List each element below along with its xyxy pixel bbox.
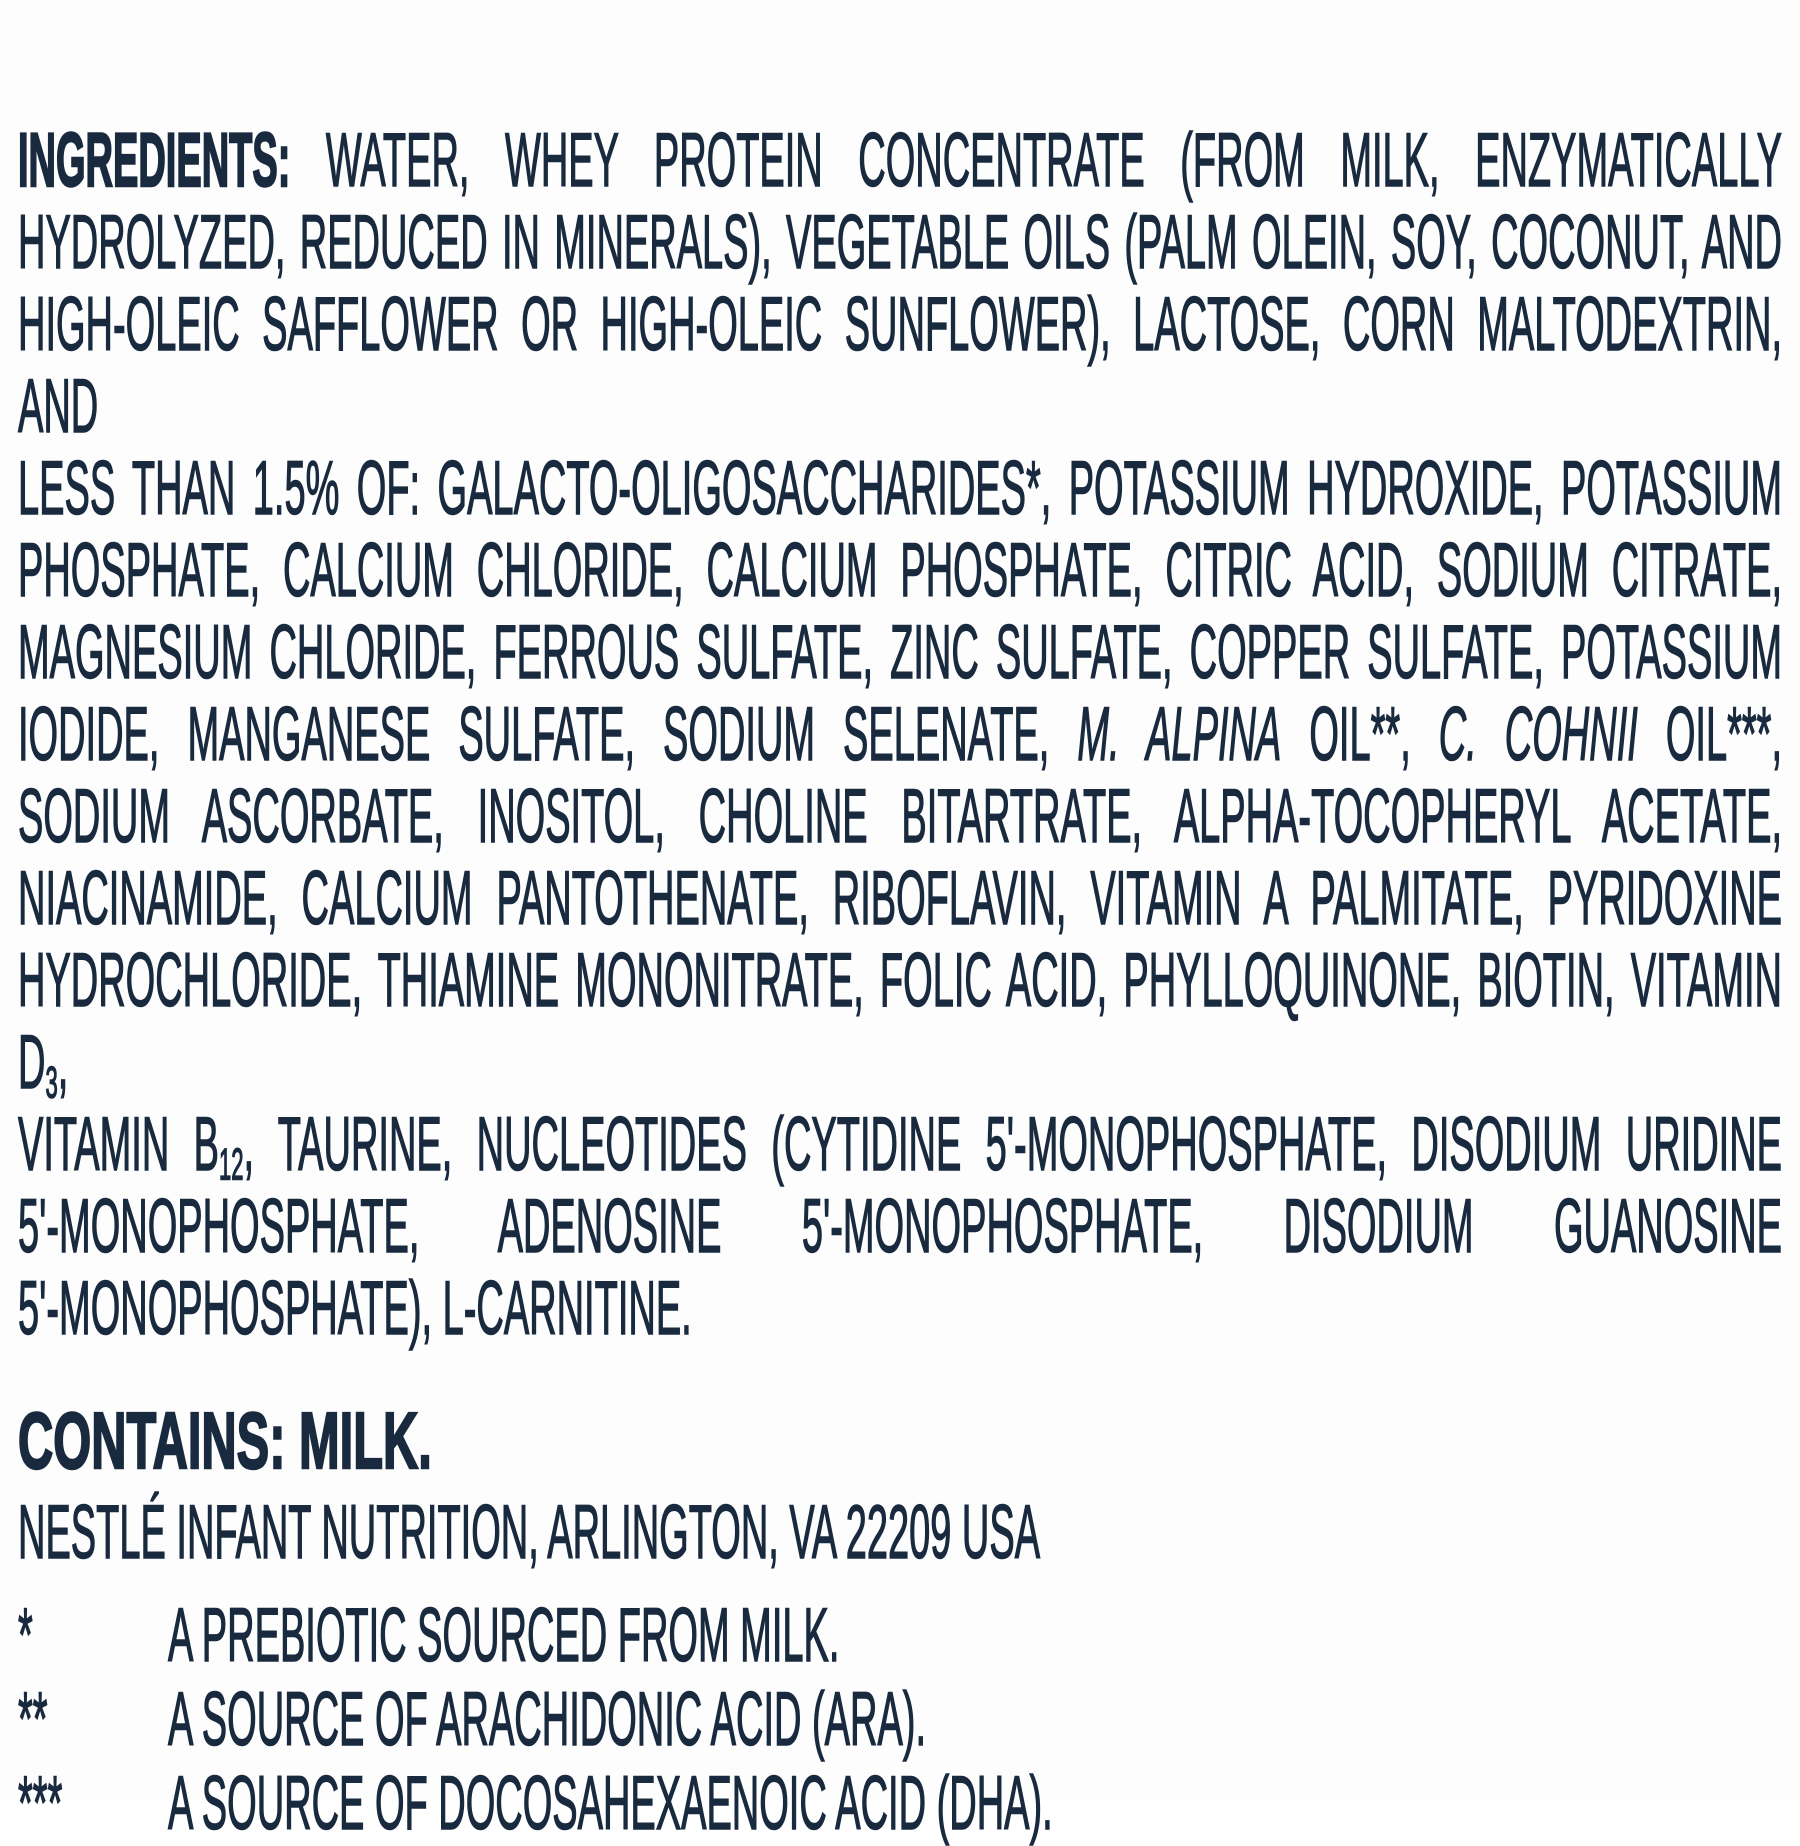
ingredients-segment-bold: INGREDIENTS:	[18, 118, 291, 203]
ingredients-line	[18, 284, 1782, 448]
ingredients-segment: MAGNESIUM CHLORIDE, FERROUS SULFATE, ZINC SULFATE, COPPER SULFATE, POTASSIUM	[18, 610, 1782, 695]
ingredients-line	[18, 858, 1782, 940]
label-text-column	[18, 120, 1782, 1846]
footer-section	[18, 1492, 1782, 1846]
ingredients-segment: ,	[57, 1020, 69, 1105]
ingredients-line	[18, 1268, 1782, 1350]
ingredients-segment: NIACINAMIDE, CALCIUM PANTOTHENATE, RIBOFLAVIN, VITAMIN A PALMITATE, PYRIDOXINE	[18, 856, 1782, 941]
footnote-row	[18, 1594, 1782, 1678]
ingredients-line	[18, 938, 1782, 1108]
ingredients-segment-sub: 3	[45, 1058, 58, 1108]
footnote-marker: ***	[18, 1761, 63, 1846]
ingredients-section	[18, 120, 1782, 1350]
ingredients-line	[18, 1102, 1782, 1190]
contains-statement: CONTAINS: MILK.	[18, 1396, 432, 1485]
ingredients-line	[18, 694, 1782, 776]
ingredients-line	[18, 612, 1782, 694]
footnote-text: A PREBIOTIC SOURCED FROM MILK.	[168, 1593, 840, 1678]
ingredients-line	[18, 448, 1782, 530]
ingredients-segment: PHOSPHATE, CALCIUM CHLORIDE, CALCIUM PHOSPHATE, CITRIC ACID, SODIUM CITRATE,	[18, 528, 1782, 613]
ingredients-segment: HIGH-OLEIC SAFFLOWER OR HIGH-OLEIC SUNFLOWER), LACTOSE, CORN MALTODEXTRIN, AND	[18, 282, 1782, 449]
ingredients-paragraph	[18, 120, 1782, 1350]
manufacturer-line: NESTLÉ INFANT NUTRITION, ARLINGTON, VA 22209 USA	[18, 1490, 1041, 1575]
footnote-text: A SOURCE OF ARACHIDONIC ACID (ARA).	[168, 1677, 926, 1762]
ingredients-segment: OIL***,	[1637, 692, 1783, 777]
ingredients-line	[18, 120, 1782, 202]
footnote-text: A SOURCE OF DOCOSAHEXAENOIC ACID (DHA).	[168, 1761, 1053, 1846]
contains-section	[18, 1396, 1783, 1486]
ingredients-segment: HYDROLYZED, REDUCED IN MINERALS), VEGETABLE OILS (PALM OLEIN, SOY, COCONUT, AND	[18, 200, 1782, 285]
ingredients-segment: LESS THAN 1.5% OF: GALACTO-OLIGOSACCHARIDES*, POTASSIUM HYDROXIDE, POTASSIUM	[18, 446, 1782, 531]
footnotes	[18, 1594, 1782, 1846]
ingredients-segment: VITAMIN B	[18, 1102, 220, 1187]
ingredients-line	[18, 776, 1782, 858]
ingredients-segment: HYDROCHLORIDE, THIAMINE MONONITRATE, FOLIC ACID, PHYLLOQUINONE, BIOTIN, VITAMIN D	[18, 938, 1782, 1105]
ingredients-segment-italic: M. ALPINA	[1077, 692, 1282, 777]
ingredients-segment: , TAURINE, NUCLEOTIDES (CYTIDINE 5'-MONOPHOSPHATE, DISODIUM URIDINE	[243, 1102, 1782, 1187]
ingredients-line	[18, 202, 1782, 284]
ingredients-segment: IODIDE, MANGANESE SULFATE, SODIUM SELENATE,	[18, 692, 1078, 777]
ingredients-segment-italic: C. COHNII	[1438, 692, 1638, 777]
ingredients-line	[18, 1186, 1782, 1268]
ingredients-segment: 5'-MONOPHOSPHATE), L-CARNITINE.	[18, 1266, 692, 1351]
ingredients-segment: SODIUM ASCORBATE, INOSITOL, CHOLINE BITARTRATE, ALPHA-TOCOPHERYL ACETATE,	[18, 774, 1782, 859]
ingredients-segment: OIL**,	[1281, 692, 1439, 777]
footnote-row	[18, 1762, 1782, 1846]
footnote-row	[18, 1678, 1782, 1762]
ingredients-line	[18, 530, 1782, 612]
ingredients-segment: WATER, WHEY PROTEIN CONCENTRATE (FROM MILK, ENZYMATICALLY	[290, 118, 1782, 203]
ingredients-segment: 5'-MONOPHOSPHATE, ADENOSINE 5'-MONOPHOSPHATE, DISODIUM GUANOSINE	[18, 1184, 1782, 1269]
footnote-marker: *	[18, 1593, 33, 1678]
ingredients-segment-sub: 12	[219, 1140, 244, 1190]
footnote-marker: **	[18, 1677, 48, 1762]
